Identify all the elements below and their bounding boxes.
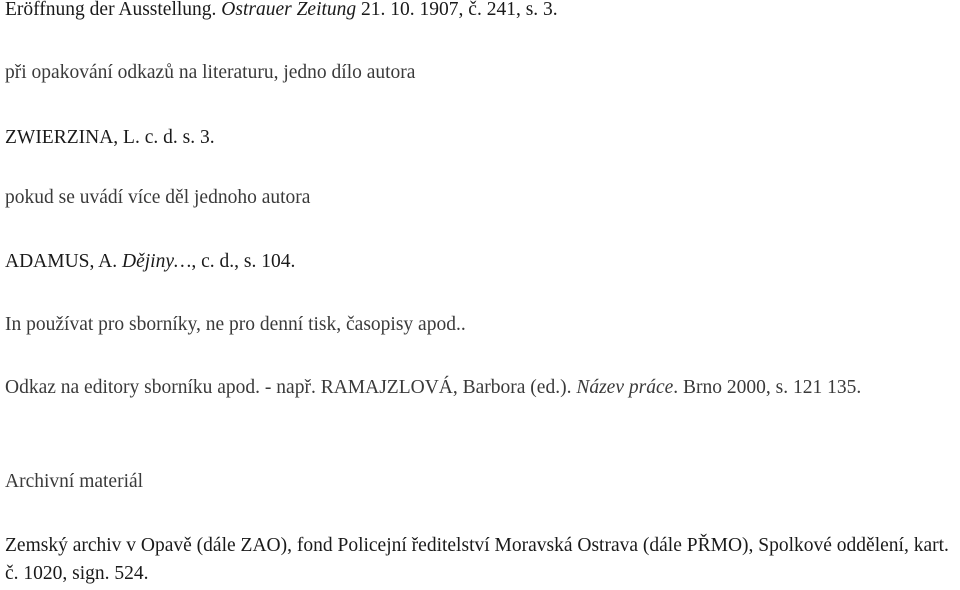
note-in-usage: In používat pro sborníky, ne pro denní tisk, časopisy apod.. bbox=[5, 314, 466, 335]
example-details: , c. d., s. 104. bbox=[191, 251, 296, 272]
note-multiple-works: pokud se uvádí více děl jednoho autora bbox=[5, 187, 311, 208]
citation-periodical: Ostrauer Zeitung bbox=[221, 0, 357, 20]
example-work-title: Dějiny… bbox=[122, 251, 192, 272]
example-author: ADAMUS, A. bbox=[5, 251, 123, 272]
editors-reference-title: Název práce bbox=[576, 377, 674, 398]
editors-reference-lead: Odkaz na editory sborníku apod. - např. RAMAJZLOVÁ, Barbora (ed.). bbox=[5, 377, 577, 398]
editors-reference-details: . Brno 2000, s. 121 135. bbox=[673, 377, 862, 398]
citation-details: 21. 10. 1907, č. 241, s. 3. bbox=[356, 0, 558, 20]
example-repeated-reference: ZWIERZINA, L. c. d. s. 3. bbox=[5, 127, 215, 148]
note-repeated-reference: při opakování odkazů na literaturu, jedno dílo autora bbox=[5, 62, 416, 83]
example-multiple-works bbox=[5, 248, 295, 276]
archive-reference: Zemský archiv v Opavě (dále ZAO), fond Policejní ředitelství Moravská Ostrava (dále PŘMO), Spolkové oddělení, kart. č. 1020, sign. 524. bbox=[5, 535, 949, 584]
citation-ostrauer-zeitung bbox=[5, 0, 558, 24]
citation-title: Eröffnung der Ausstellung. bbox=[5, 0, 222, 20]
section-heading-archive: Archivní materiál bbox=[5, 471, 144, 492]
note-editors-reference bbox=[5, 374, 950, 402]
